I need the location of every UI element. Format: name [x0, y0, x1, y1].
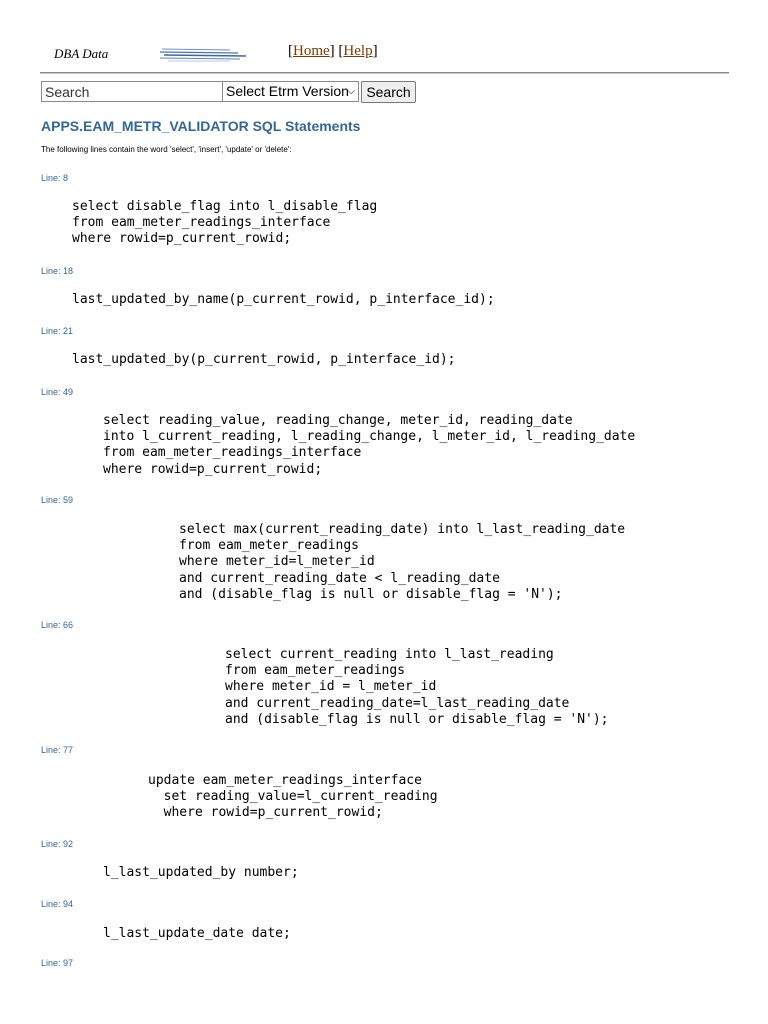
- line-label: Line: 8: [41, 173, 69, 183]
- nav-help-link[interactable]: Help: [343, 43, 373, 59]
- line-label: Line: 21: [41, 326, 74, 336]
- page-title: APPS.EAM_METR_VALIDATOR SQL Statements: [41, 118, 361, 134]
- header-divider: [40, 72, 729, 74]
- line-label: Line: 94: [41, 899, 74, 909]
- code-block: select disable_flag into l_disable_flag from eam_meter_readings_interface where rowid=p_current_rowid;: [72, 199, 378, 247]
- code-block: last_updated_by_name(p_current_rowid, p_interface_id);: [72, 292, 495, 307]
- etrm-version-select-value: Select Etrm Version: [226, 83, 349, 99]
- code-block: last_updated_by(p_current_rowid, p_interface_id);: [72, 352, 456, 367]
- site-logo[interactable]: DBA Data: [54, 46, 109, 61]
- line-label: Line: 66: [41, 620, 74, 630]
- line-label: Line: 97: [41, 958, 74, 968]
- line-label: Line: 18: [41, 266, 74, 276]
- top-nav: [Home] [Help]: [288, 43, 378, 59]
- line-label: Line: 92: [41, 839, 74, 849]
- code-block: select current_reading into l_last_reading from eam_meter_readings where meter_id = l_meter_id and current_reading_date=l_last_reading_date and (disable_flag is null or disable_flag = 'N');: [225, 647, 609, 727]
- page-header: [0, 0, 768, 75]
- nav-home-link[interactable]: Home: [293, 43, 330, 59]
- logo-swoosh-icon: [160, 46, 250, 62]
- search-input[interactable]: [41, 81, 225, 102]
- code-block: l_last_update_date date;: [103, 926, 291, 941]
- chevron-down-icon: ⌵: [347, 86, 355, 97]
- search-button[interactable]: Search: [361, 81, 416, 103]
- line-label: Line: 59: [41, 495, 74, 505]
- code-block: update eam_meter_readings_interface set reading_value=l_current_reading where rowid=p_current_rowid;: [148, 773, 438, 821]
- code-block: select max(current_reading_date) into l_last_reading_date from eam_meter_readings where meter_id=l_meter_id and current_reading_date < l_reading_date and (disable_flag is null or disable_flag = 'N');: [179, 522, 626, 602]
- line-label: Line: 49: [41, 387, 74, 397]
- etrm-version-select[interactable]: [222, 81, 359, 102]
- code-block: select reading_value, reading_change, meter_id, reading_date into l_current_reading, l_reading_change, l_meter_id, l_reading_date from eam_meter_readings_interface where rowid=p_current_rowid;: [103, 413, 636, 477]
- code-block: l_last_updated_by number;: [103, 865, 299, 880]
- line-label: Line: 77: [41, 745, 74, 755]
- intro-text: The following lines contain the word 'select', 'insert', 'update' or 'delete':: [41, 145, 292, 154]
